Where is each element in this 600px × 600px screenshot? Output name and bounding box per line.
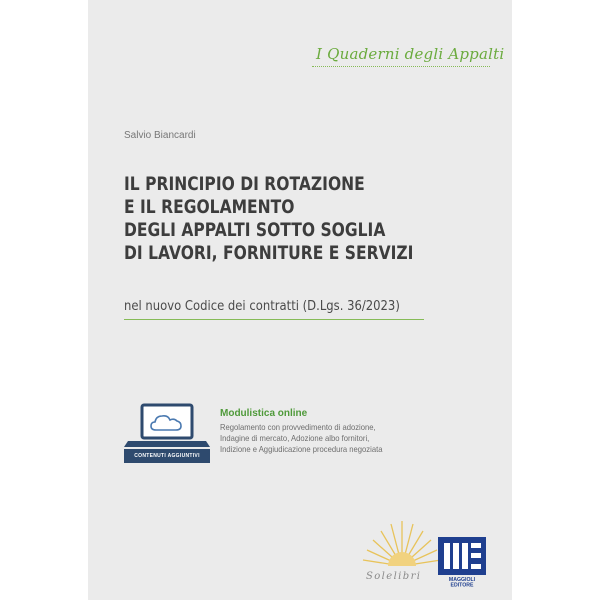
extra-content-badge: CONTENUTI AGGIUNTIVI xyxy=(124,449,210,463)
title-line: E IL REGOLAMENTO xyxy=(124,197,295,218)
publisher-imprint: Solelibri xyxy=(366,571,422,582)
title-line: DI LAVORI, FORNITURE E SERVIZI xyxy=(124,243,414,264)
book-cover xyxy=(88,0,512,600)
laptop-cloud-graphic xyxy=(124,402,210,450)
online-forms-line: Indizione e Aggiudicazione procedura negoziata xyxy=(220,444,383,454)
sun-rays-icon xyxy=(361,520,443,566)
online-forms-description xyxy=(220,422,440,455)
series-name: I Quaderni degli Appalti xyxy=(316,45,505,63)
title-line: IL PRINCIPIO DI ROTAZIONE xyxy=(124,174,365,195)
subtitle-underline xyxy=(124,319,424,320)
book-subtitle: nel nuovo Codice dei contratti (D.Lgs. 36/2023) xyxy=(124,298,400,314)
svg-text:MAGGIOLI: MAGGIOLI xyxy=(448,577,476,583)
series-underline xyxy=(312,66,490,67)
title-line: DEGLI APPALTI SOTTO SOGLIA xyxy=(124,220,386,241)
author-name: Salvio Biancardi xyxy=(124,130,196,141)
laptop-cloud-icon xyxy=(124,402,210,464)
online-forms-heading: Modulistica online xyxy=(220,408,308,419)
svg-text:EDITORE: EDITORE xyxy=(450,582,474,587)
maggioli-logo-icon xyxy=(438,537,486,587)
book-title xyxy=(124,173,504,265)
online-forms-line: Regolamento con provvedimento di adozione, xyxy=(220,422,376,432)
online-forms-line: Indagine di mercato, Adozione albo fornitori, xyxy=(220,433,370,443)
